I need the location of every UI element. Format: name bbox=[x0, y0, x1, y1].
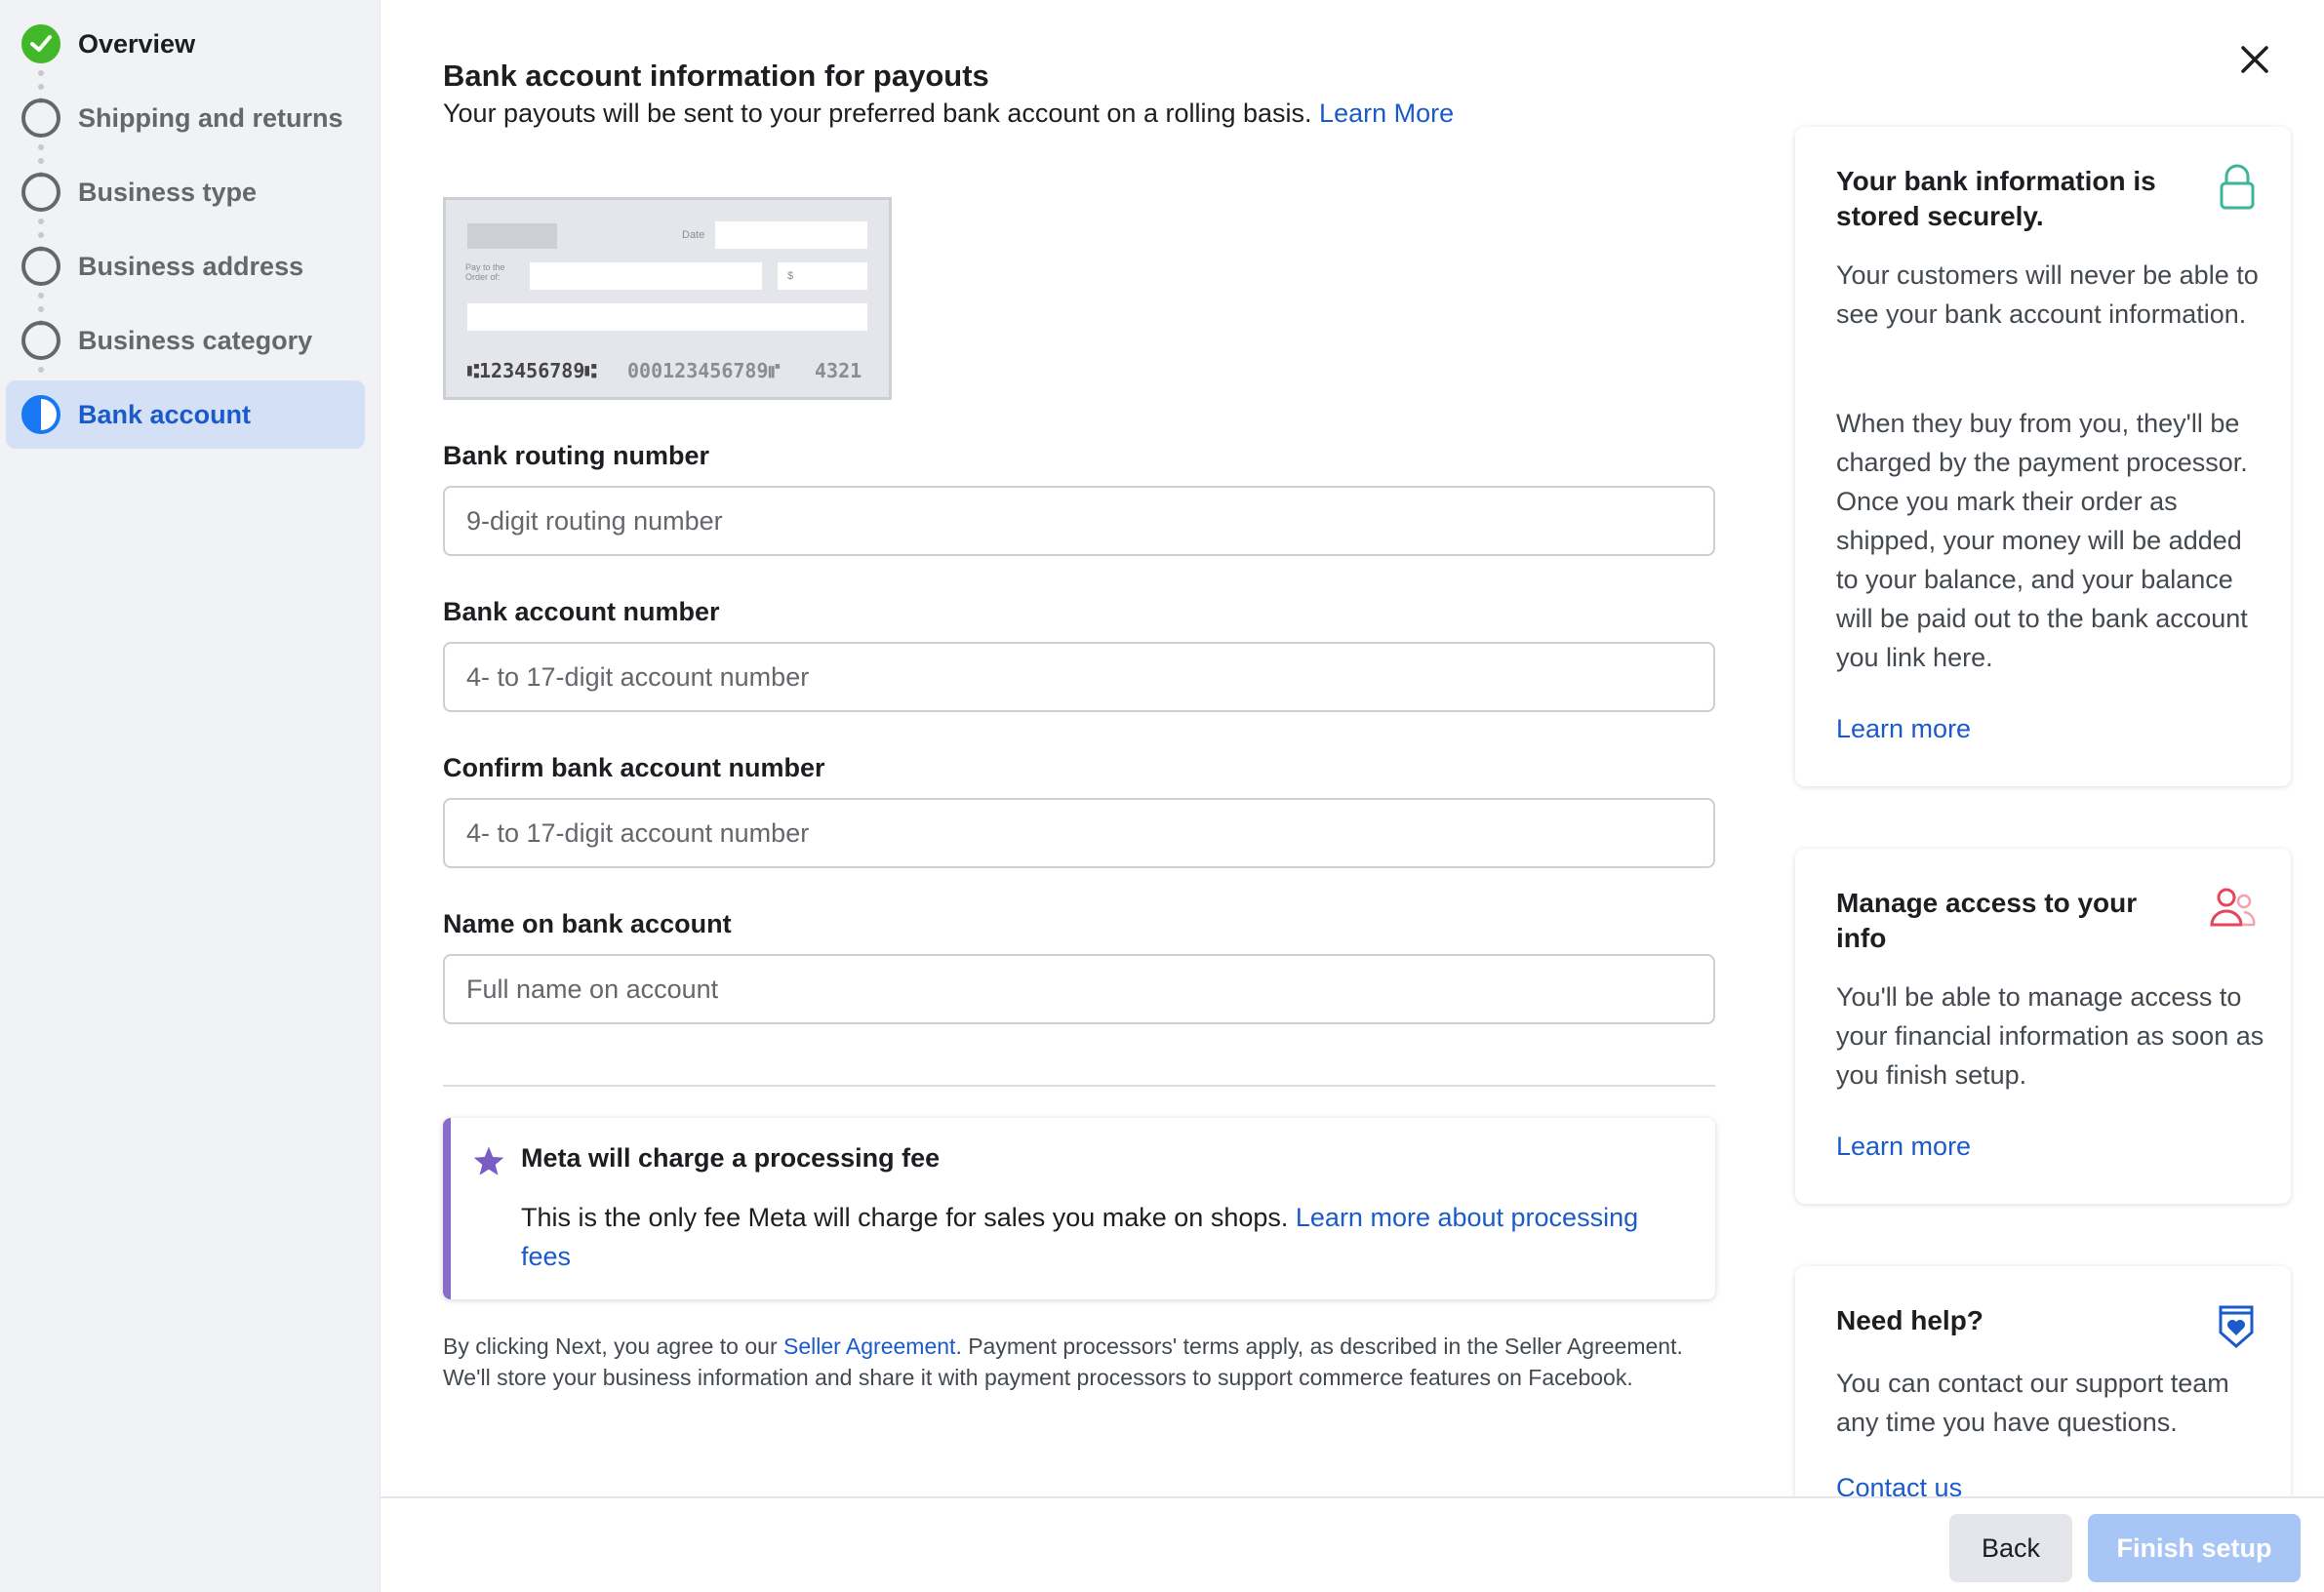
back-button[interactable]: Back bbox=[1949, 1514, 2072, 1582]
seller-agreement-link[interactable]: Seller Agreement bbox=[783, 1333, 956, 1359]
sidebar-step-business-type[interactable] bbox=[6, 158, 365, 226]
learn-more-link[interactable]: Learn more bbox=[1836, 1132, 1972, 1161]
sidebar-step-label: Bank account bbox=[78, 399, 252, 429]
confirm-account-number-label: Confirm bank account number bbox=[443, 753, 825, 782]
sidebar-step-shipping[interactable] bbox=[6, 84, 365, 152]
card-title: Manage access to your info bbox=[1836, 888, 2138, 953]
notice-title: Meta will charge a processing fee bbox=[521, 1143, 941, 1173]
check-payee-box bbox=[530, 262, 762, 290]
legal-text-after: . Payment processors' terms apply, as described in the Seller Agreement. We'll store your business information and share it with payment processors to support commerce features on Facebook. bbox=[443, 1333, 1683, 1390]
routing-number-input[interactable] bbox=[443, 486, 1715, 556]
check-routing-number: ⑆123456789⑆ bbox=[467, 359, 597, 382]
learn-more-link[interactable]: Learn More bbox=[1319, 99, 1455, 128]
routing-number-label: Bank routing number bbox=[443, 441, 710, 470]
sidebar-step-business-category[interactable] bbox=[6, 306, 365, 375]
check-illustration bbox=[443, 197, 892, 400]
legal-text-before: By clicking Next, you agree to our bbox=[443, 1333, 778, 1359]
star-icon bbox=[472, 1145, 505, 1176]
processing-fee-notice bbox=[443, 1118, 1715, 1299]
card-body: You'll be able to manage access to your financial information as soon as you finish setup. bbox=[1836, 982, 2264, 1090]
subtitle-text: Your payouts will be sent to your preferred bank account on a rolling basis. bbox=[443, 99, 1312, 128]
account-number-label: Bank account number bbox=[443, 597, 720, 626]
sidebar-step-business-address[interactable] bbox=[6, 232, 365, 300]
card-body: You can contact our support team any time you have questions. bbox=[1836, 1369, 2229, 1437]
processing-fees-link[interactable]: Learn more about processing fees bbox=[521, 1203, 1639, 1271]
main-panel bbox=[381, 0, 2324, 1592]
card-title: Your bank information is stored securely. bbox=[1836, 166, 2156, 231]
notice-body bbox=[521, 1198, 1692, 1276]
check-dollar-sign: $ bbox=[787, 270, 794, 282]
sidebar-step-label: Business category bbox=[78, 325, 313, 355]
confirm-account-number-input[interactable] bbox=[443, 798, 1715, 868]
setup-sidebar bbox=[0, 0, 381, 1592]
page-subtitle bbox=[443, 99, 1454, 129]
account-name-input[interactable] bbox=[443, 954, 1715, 1024]
check-circle-icon bbox=[21, 24, 60, 63]
footer-bar bbox=[381, 1496, 2324, 1592]
check-date-box bbox=[715, 221, 867, 249]
sidebar-step-label: Shipping and returns bbox=[78, 102, 343, 133]
empty-circle-icon bbox=[21, 321, 60, 360]
check-account-number: 000123456789⑈ bbox=[627, 359, 781, 382]
check-pay-to-line-1: Pay to the bbox=[465, 262, 505, 272]
card-body: Your customers will never be able to see your bank account information. bbox=[1836, 260, 2259, 329]
notice-body-text: This is the only fee Meta will charge for sales you make on shops. bbox=[521, 1203, 1289, 1232]
check-number: 4321 bbox=[815, 359, 862, 382]
sidebar-step-label: Business address bbox=[78, 251, 304, 281]
shield-heart-icon bbox=[2217, 1303, 2256, 1350]
check-pay-to-label bbox=[465, 262, 505, 282]
account-number-input[interactable] bbox=[443, 642, 1715, 712]
lock-icon bbox=[2219, 164, 2256, 211]
need-help-card bbox=[1795, 1266, 2291, 1496]
page-title: Bank account information for payouts bbox=[443, 59, 989, 93]
check-logo-placeholder bbox=[467, 223, 557, 249]
legal-text bbox=[443, 1331, 1711, 1393]
half-circle-icon bbox=[21, 395, 60, 434]
close-icon[interactable] bbox=[2238, 43, 2271, 76]
sidebar-step-label: Overview bbox=[78, 28, 196, 59]
people-icon bbox=[2209, 886, 2256, 929]
card-title: Need help? bbox=[1836, 1305, 1983, 1335]
empty-circle-icon bbox=[21, 173, 60, 212]
manage-access-card bbox=[1795, 849, 2291, 1204]
empty-circle-icon bbox=[21, 247, 60, 286]
section-divider bbox=[443, 1085, 1715, 1087]
sidebar-step-bank-account[interactable] bbox=[6, 380, 365, 449]
sidebar-step-label: Business type bbox=[78, 177, 258, 207]
secure-info-card bbox=[1795, 127, 2291, 786]
check-pay-to-line-2: Order of: bbox=[465, 272, 501, 282]
finish-setup-button[interactable]: Finish setup bbox=[2088, 1514, 2301, 1582]
card-body: When they buy from you, they'll be charged by the payment processor. Once you mark their order as shipped, your money will be added to your balance, and your balance will be paid out to the bank account you link here. bbox=[1836, 409, 2248, 672]
check-date-label: Date bbox=[682, 229, 705, 241]
check-memo-box bbox=[467, 303, 867, 331]
learn-more-link[interactable]: Learn more bbox=[1836, 714, 1972, 743]
empty-circle-icon bbox=[21, 99, 60, 138]
account-name-label: Name on bank account bbox=[443, 909, 732, 938]
sidebar-step-overview[interactable] bbox=[6, 10, 365, 78]
contact-us-link[interactable]: Contact us bbox=[1836, 1473, 1963, 1496]
